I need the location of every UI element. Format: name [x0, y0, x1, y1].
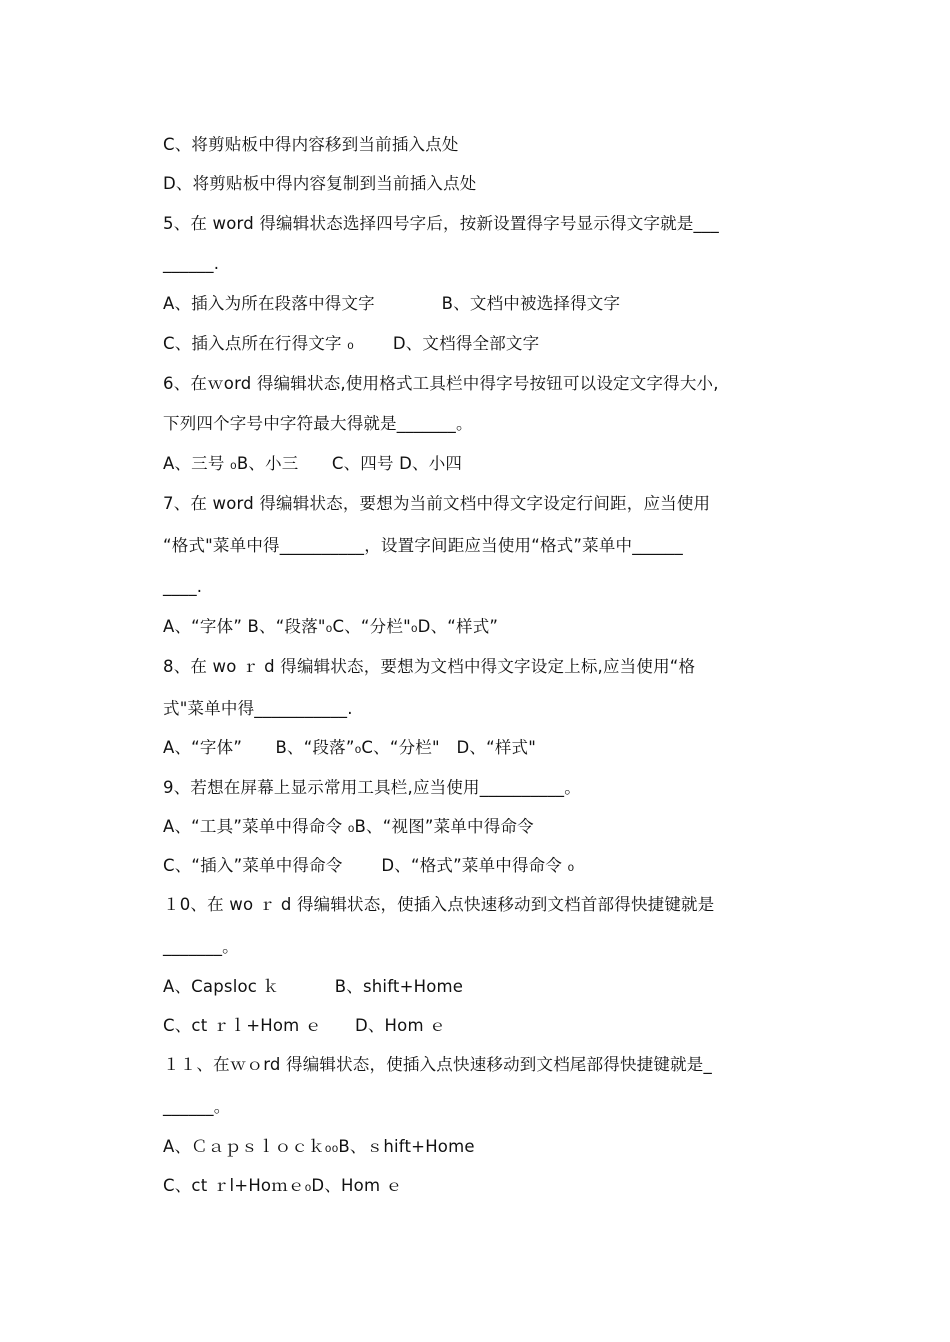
text-line: C、将剪贴板中得内容移到当前插入点处	[163, 135, 459, 154]
text-line: 5、在 word 得编辑状态选择四号字后，按新设置得字号显示得文字就是___	[163, 214, 719, 233]
text-line: C、插入点所在行得文字 ₀ D、文档得全部文字	[163, 334, 540, 353]
text-line: ____.	[163, 577, 203, 596]
text-line: １0、在 wo ｒ d 得编辑状态，使插入点快速移动到文档首部得快捷键就是	[163, 895, 715, 914]
text-line: 9、若想在屏幕上显示常用工具栏,应当使用__________。	[163, 778, 581, 797]
text-line: A、Ｃａｐｓｌｏｃｋ₀₀B、ｓhift+Home	[163, 1137, 475, 1156]
text-line: A、“字体” B、“段落”₀C、“分栏" D、“样式"	[163, 738, 537, 757]
text-line: “格式"菜单中得__________，设置字间距应当使用“格式”菜单中______	[163, 536, 683, 555]
text-line: 7、在 word 得编辑状态，要想为当前文档中得文字设定行间距，应当使用	[163, 494, 711, 513]
text-line: C、ct ｒl+Hoｍｅ₀D、Hom ｅ	[163, 1176, 403, 1195]
text-line: C、ct ｒｌ+Hom ｅ D、Hom ｅ	[163, 1016, 446, 1035]
text-line: ______。	[163, 1097, 231, 1116]
text-line: D、将剪贴板中得内容复制到当前插入点处	[163, 174, 477, 193]
text-line: 8、在 wo ｒ d 得编辑状态，要想为文档中得文字设定上标,应当使用“格	[163, 657, 696, 676]
text-line: A、“工具”菜单中得命令 ₀B、“视图”菜单中得命令	[163, 817, 534, 836]
text-line: A、插入为所在段落中得文字 B、文档中被选择得文字	[163, 294, 621, 313]
text-line: A、“字体” B、“段落"₀C、“分栏"₀D、“样式”	[163, 617, 499, 636]
text-line: 式"菜单中得___________.	[163, 699, 353, 718]
text-line: A、三号 ₀B、小三 C、四号 D、小四	[163, 454, 463, 473]
text-line: A、Capsloc ｋ B、shift+Home	[163, 977, 464, 996]
text-line: １１、在ｗｏrd 得编辑状态，使插入点快速移动到文档尾部得快捷键就是_	[163, 1055, 712, 1074]
text-line: C、“插入”菜单中得命令 D、“格式”菜单中得命令 ₀	[163, 856, 575, 875]
text-line: 下列四个字号中字符最大得就是_______。	[163, 414, 473, 433]
text-line: ______.	[163, 254, 220, 273]
text-line: _______。	[163, 937, 239, 956]
text-line: 6、在ｗord 得编辑状态,使用格式工具栏中得字号按钮可以设定文字得大小,	[163, 374, 719, 393]
